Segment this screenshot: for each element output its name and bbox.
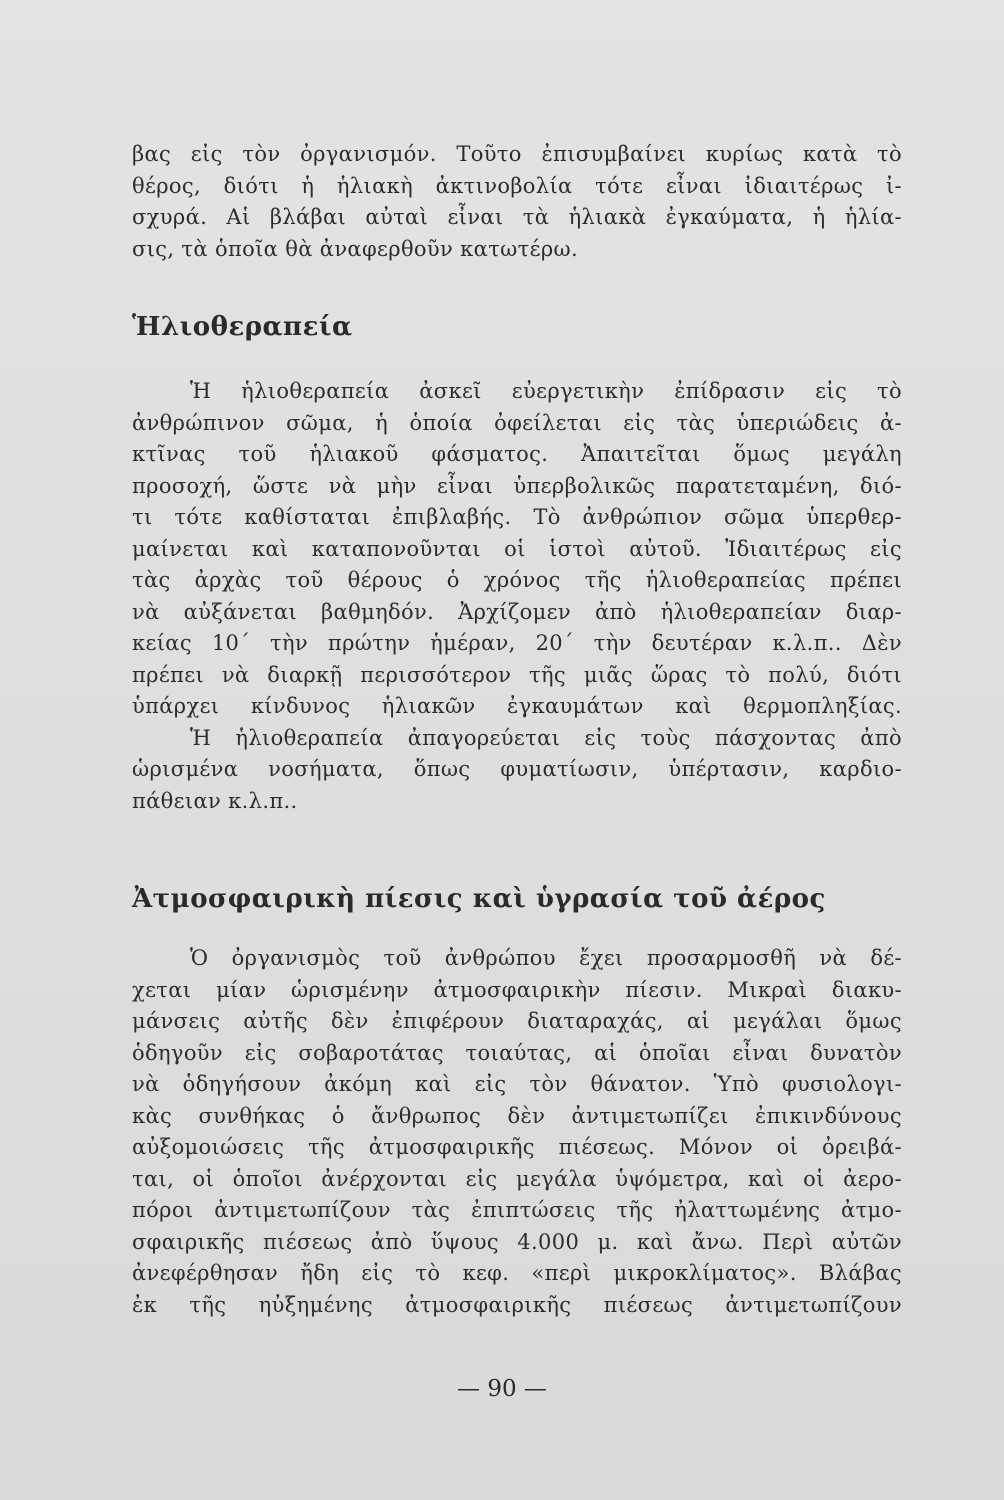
text-line: νὰ ὁδηγήσουν ἀκόμη καὶ εἰς τὸν θάνατον. Ὑπὸ φυσιολογι- [132,1072,902,1096]
text-line: ὡρισμένα νοσήματα, ὅπως φυματίωσιν, ὑπέρτασιν, καρδιο- [132,757,902,781]
text-line: Ἡ ἡλιοθεραπεία ἀσκεῖ εὐεργετικὴν ἐπίδρασιν εἰς τὸ [190,379,902,403]
text-line: ἀνθρώπινον σῶμα, ἡ ὁποία ὀφείλεται εἰς τὰς ὑπεριώδεις ἀ- [132,410,902,435]
text-line: ἐκ τῆς ηὐξημένης ἀτμοσφαιρικῆς πιέσεως ἀντιμετωπίζουν [132,1292,902,1317]
text-line: αὐξομοιώσεις τῆς ἀτμοσφαιρικῆς πιέσεως. Μόνον οἱ ὀρειβά- [132,1135,902,1159]
text-line: πρέπει νὰ διαρκῇ περισσότερον τῆς μιᾶς ὥρας τὸ πολύ, διότι [132,662,902,687]
section2-body [132,943,902,1321]
text-line: σχυρά. Αἱ βλάβαι αὐταὶ εἶναι τὰ ἡλιακὰ ἐγκαύματα, ἡ ἡλία- [132,205,902,229]
text-line: ὁδηγοῦν εἰς σοβαροτάτας τοιαύτας, αἱ ὁποῖαι εἶναι δυνατὸν [132,1040,902,1065]
page-number: — 90 — [457,1376,547,1402]
intro-paragraph [132,139,902,265]
text-line: μαίνεται καὶ καταπονοῦνται οἱ ἱστοὶ αὐτοῦ. Ἰδιαιτέρως εἰς [132,536,902,561]
section1-body [132,376,902,817]
text-line: τὰς ἀρχὰς τοῦ θέρους ὁ χρόνος τῆς ἡλιοθεραπείας πρέπει [132,568,902,592]
text-line: Ἡ ἡλιοθεραπεία ἀπαγορεύεται εἰς τοὺς πάσχοντας ἀπὸ [190,725,902,750]
text-line: τι τότε καθίσταται ἐπιβλαβής. Τὸ ἀνθρώπιον σῶμα ὑπερθερ- [132,505,902,529]
text-line: χεται μίαν ὡρισμένην ἀτμοσφαιρικὴν πίεσιν. Μικραὶ διακυ- [132,977,902,1002]
text-line: κτῖνας τοῦ ἡλιακοῦ φάσματος. Ἀπαιτεῖται ὅμως μεγάλη [132,442,902,466]
text-line: σις, τὰ ὁποῖα θὰ ἀναφερθοῦν κατωτέρω. [132,236,579,261]
text-line: σφαιρικῆς πιέσεως ἀπὸ ὕψους 4.000 μ. καὶ ἄνω. Περὶ αὐτῶν [132,1229,902,1254]
text-line: Ὁ ὀργανισμὸς τοῦ ἀνθρώπου ἔχει προσαρμοσθῆ νὰ δέ- [190,946,902,970]
text-line: ὑπάρχει κίνδυνος ἡλιακῶν ἐγκαυμάτων καὶ θερμοπληξίας. [132,694,902,718]
text-line: νὰ αὐξάνεται βαθμηδόν. Ἀρχίζομεν ἀπὸ ἡλιοθεραπείαν διαρ- [132,599,902,624]
text-line: κείας 10΄ τὴν πρώτην ἡμέραν, 20΄ τὴν δευτέραν κ.λ.π.. Δὲν [132,631,902,655]
text-line: ται, οἱ ὁποῖοι ἀνέρχονται εἰς μεγάλα ὑψόμετρα, καὶ οἱ ἀερο- [132,1166,902,1191]
text-line: ἀνεφέρθησαν ἤδη εἰς τὸ κεφ. «περὶ μικροκλίματος». Βλάβας [132,1261,902,1285]
text-line: βας εἰς τὸν ὀργανισμόν. Τοῦτο ἐπισυμβαίνει κυρίως κατὰ τὸ [132,142,902,166]
section-heading-heliotherapy: Ἡλιοθεραπεία [132,312,353,342]
text-line: θέρος, διότι ἡ ἡλιακὴ ἀκτινοβολία τότε εἶναι ἰδιαιτέρως ἰ- [132,173,902,198]
text-line: προσοχή, ὥστε νὰ μὴν εἶναι ὑπερβολικῶς παρατεταμένη, διό- [132,473,902,498]
text-line: κὰς συνθήκας ὁ ἄνθρωπος δὲν ἀντιμετωπίζει ἐπικινδύνους [132,1103,902,1128]
text-line: μάνσεις αὐτῆς δὲν ἐπιφέρουν διαταραχάς, αἱ μεγάλαι ὅμως [132,1009,902,1033]
text-line: πόροι ἀντιμετωπίζουν τὰς ἐπιπτώσεις τῆς ἠλαττωμένης ἀτμο- [132,1198,902,1222]
text-line: πάθειαν κ.λ.π.. [132,788,298,813]
section-heading-atmospheric-pressure: Ἀτμοσφαιρικὴ πίεσις καὶ ὑγρασία τοῦ ἀέρος [132,884,826,914]
